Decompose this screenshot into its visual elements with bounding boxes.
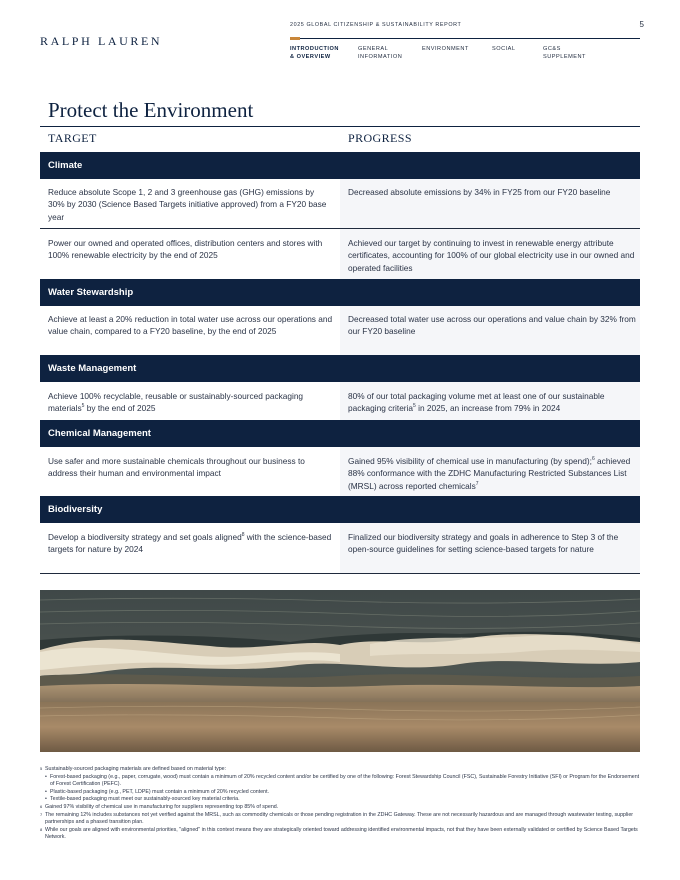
footnote-8: 8 While our goals are aligned with environmental priorities, "aligned" in this context means they are strategically oriented toward addressing identified environmental impacts, not that they have been externally validated or certified by Science Based Targets Network. [40,826,638,841]
section-header-water-stewardship: Water Stewardship [40,279,640,306]
footnote-bullet: • Plastic-based packaging (e.g., PET, LDPE) must contain a minimum of 20% recycled content. [45,788,270,795]
section-header-biodiversity: Biodiversity [40,496,640,523]
nav-label: SOCIAL [492,46,516,52]
section-header-chemical-management: Chemical Management [40,420,640,447]
footnote-ref[interactable]: 8 [241,532,245,539]
progress-cell: Decreased absolute emissions by 34% in FY25 from our FY20 baseline [348,187,611,197]
nav-label: GC&S [543,46,561,52]
nav-environment[interactable] [422,45,469,53]
ocean-wave-illustration [40,590,640,752]
target-cell: Use safer and more sustainable chemicals throughout our business to address their human and environmental impact [48,456,305,479]
footnote-6: 6 Gained 97% visibility of chemical use in manufacturing for suppliers representing top 85% of spend. [40,803,279,810]
active-nav-indicator [290,37,300,40]
progress-cell: 80% of our total packaging volume met at least one of our sustainable packaging criteria$^5$ in 2025, an increase from 79% in 2024 [348,391,605,414]
footnotes [40,766,640,842]
nav-label: ENVIRONMENT [422,46,469,52]
footnote-ref[interactable]: 5 [81,403,85,410]
target-column-header: TARGET [48,131,97,145]
page-number: 5 [639,20,644,29]
nav-social[interactable] [492,45,516,53]
nav-label: SUPPLEMENT [543,54,586,60]
progress-cell: Gained 95% visibility of chemical use in manufacturing (by spend);$^6$ achieved 88% conformance with the ZDHC Manufacturing Restricted Substances List (MRSL) across reported chemicals$^7$ [348,456,631,491]
footnote-marker: 7 [40,811,43,817]
table-bottom-rule [40,573,640,574]
brand-logo: RALPH LAUREN [40,34,163,48]
progress-cell: Achieved our target by continuing to invest in renewable energy attribute certificates, accounting for 100% of our global electricity use in our owned and operated facilities [348,238,635,273]
progress-column-header: PROGRESS [348,131,412,145]
footnote-marker: 6 [40,803,43,809]
nav-gcs-supplement[interactable] [543,45,586,61]
nav-label: GENERAL [358,46,389,52]
nav-label: & OVERVIEW [290,54,331,60]
footnote-5: 5 Sustainably-sourced packaging materials are defined based on material type: [40,766,227,772]
section-header-waste-management: Waste Management [40,355,640,382]
target-cell: Achieve at least a 20% reduction in total water use across our operations and value chain, compared to a FY20 baseline, by the end of 2025 [48,314,333,337]
footnote-bullet: • Forest-based packaging (e.g., paper, corrugate, wood) must contain a minimum of 20% recycled content and/or be certified by one of the following: Forest Stewardship Council (FSC), Sustainable Forestry Initiative (SFI) or Program for the Endorsement of Forest Certification (PEFC). [45,773,640,788]
header-divider [290,38,640,39]
target-cell: Power our owned and operated offices, distribution centers and stores with 100% renewable electricity by the end of 2025 [48,238,323,261]
page-title: Protect the Environment [48,98,254,122]
nav-label: INFORMATION [358,54,403,60]
ocean-wave-photo [40,590,640,752]
footnote-marker: 5 [40,766,43,771]
progress-cell: Finalized our biodiversity strategy and goals in adherence to Step 3 of the open-source guidelines for setting science-based targets for nature [348,532,619,555]
section-header-climate: Climate [40,152,640,179]
footnote-ref[interactable]: 6 [591,456,595,463]
report-title: 2025 GLOBAL CITIZENSHIP & SUSTAINABILITY REPORT [290,22,462,28]
nav-introduction-overview[interactable] [290,45,339,61]
footnote-bullet: • Textile-based packaging must meet our sustainably-sourced key material criteria. [45,796,240,803]
footnote-7: 7 The remaining 12% includes substances not yet verified against the MRSL, such as commodity chemicals or those pending registration in the ZDHC Gateway. These are not necessarily hazardous and are managed through wastewater testing, supplier partnerships and a phased transition plan. [40,811,634,826]
nav-general-information[interactable] [358,45,402,61]
footnote-marker: 8 [40,826,43,832]
progress-cell: Decreased total water use across our operations and value chain by 32% from our FY20 baseline [348,314,636,337]
footnote-ref[interactable]: 5 [413,403,416,410]
target-cell: Reduce absolute Scope 1, 2 and 3 greenhouse gas (GHG) emissions by 30% by 2030 (Science Based Targets initiative approved) from a FY20 base year [48,187,327,222]
footnote-ref[interactable]: 7 [475,481,479,488]
target-cell: Achieve 100% recyclable, reusable or sustainably-sourced packaging materials$^5$ by the end of 2025 [48,391,304,414]
target-cell: Develop a biodiversity strategy and set goals aligned$^8$ with the science-based targets for nature by 2024 [48,532,332,555]
title-divider [40,126,640,127]
nav-label: INTRODUCTION [290,46,339,52]
